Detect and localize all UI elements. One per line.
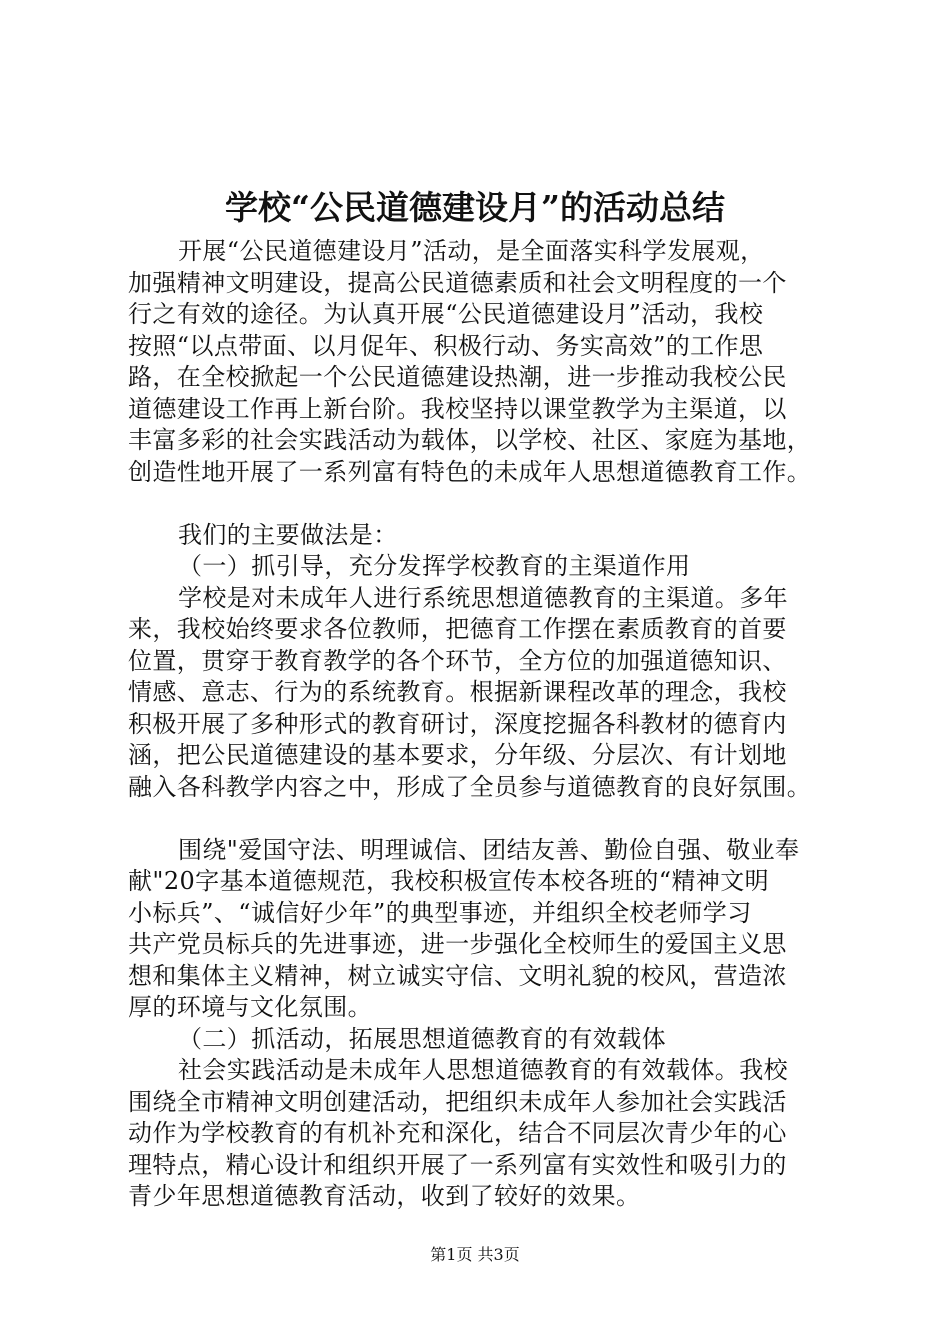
paragraph-line: 积极开展了多种形式的教育研讨，深度挖掘各科教材的德育内: [128, 709, 787, 738]
page-number-footer: 第1页 共3页: [430, 1245, 520, 1264]
paragraph-gap: [128, 488, 848, 520]
paragraph-line: 动作为学校教育的有机补充和深化，结合不同层次青少年的心: [128, 1119, 787, 1147]
paragraph-line: 厚的环境与文化氛围。: [128, 993, 372, 1021]
paragraph-line: 来，我校始终要求各位教师，把德育工作摆在素质教育的首要: [128, 615, 787, 643]
paragraph-line: 社会实践活动是未成年人思想道德教育的有效载体。我校: [178, 1056, 788, 1084]
paragraph-line: 涵，把公民道德建设的基本要求，分年级、分层次、有计划地: [128, 741, 787, 769]
paragraph-line: 献"20字基本道德规范，我校积极宣传本校各班的“精神文明: [128, 867, 770, 895]
paragraph-gap: [128, 803, 848, 835]
document-body: [128, 236, 848, 1213]
paragraph-line: 共产党员标兵的先进事迹，进一步强化全校师生的爱国主义思: [128, 930, 787, 958]
paragraph-line: 丰富多彩的社会实践活动为载体，以学校、社区、家庭为基地，: [128, 426, 812, 454]
paragraph-line: 情感、意志、行为的系统教育。根据新课程改革的理念，我校: [128, 678, 787, 706]
paragraph-line: 围绕"爱国守法、明理诚信、团结友善、勤俭自强、敬业奉: [178, 835, 800, 864]
paragraph-line: 理特点，精心设计和组织开展了一系列富有实效性和吸引力的: [128, 1150, 787, 1179]
paragraph-line: 路，在全校掀起一个公民道德建设热潮，进一步推动我校公民: [128, 363, 787, 391]
paragraph-line: 行之有效的途径。为认真开展“公民道德建设月”活动，我校: [128, 300, 764, 328]
paragraph-line: 创造性地开展了一系列富有特色的未成年人思想道德教育工作。: [128, 457, 812, 486]
paragraph-line: 青少年思想道德教育活动，收到了较好的效果。: [128, 1182, 641, 1210]
section-heading: （二）抓活动，拓展思想道德教育的有效载体: [178, 1024, 666, 1053]
paragraph-line: 道德建设工作再上新台阶。我校坚持以课堂教学为主渠道，以: [128, 394, 787, 423]
paragraph-line: 融入各科教学内容之中，形成了全员参与道德教育的良好氛围。: [128, 772, 812, 801]
paragraph-line: 加强精神文明建设，提高公民道德素质和社会文明程度的一个: [128, 268, 787, 297]
paragraph-line: 按照“以点带面、以月促年、积极行动、务实高效”的工作思: [128, 331, 764, 360]
paragraph-line: 开展“公民道德建设月”活动，是全面落实科学发展观，: [178, 237, 765, 265]
paragraph-line: 围绕全市精神文明创建活动，把组织未成年人参加社会实践活: [128, 1087, 787, 1116]
paragraph-line: 我们的主要做法是：: [178, 520, 398, 549]
paragraph-line: 学校是对未成年人进行系统思想道德教育的主渠道。多年: [178, 583, 788, 612]
paragraph-line: 想和集体主义精神，树立诚实守信、文明礼貌的校风，营造浓: [128, 961, 787, 990]
section-heading: （一）抓引导，充分发挥学校教育的主渠道作用: [178, 552, 691, 580]
document-title: 学校“公民道德建设月”的活动总结: [225, 188, 725, 227]
paragraph-line: 小标兵”、“诚信好少年”的典型事迹，并组织全校老师学习: [128, 898, 752, 927]
paragraph-line: 位置，贯穿于教育教学的各个环节，全方位的加强道德知识、: [128, 646, 787, 675]
